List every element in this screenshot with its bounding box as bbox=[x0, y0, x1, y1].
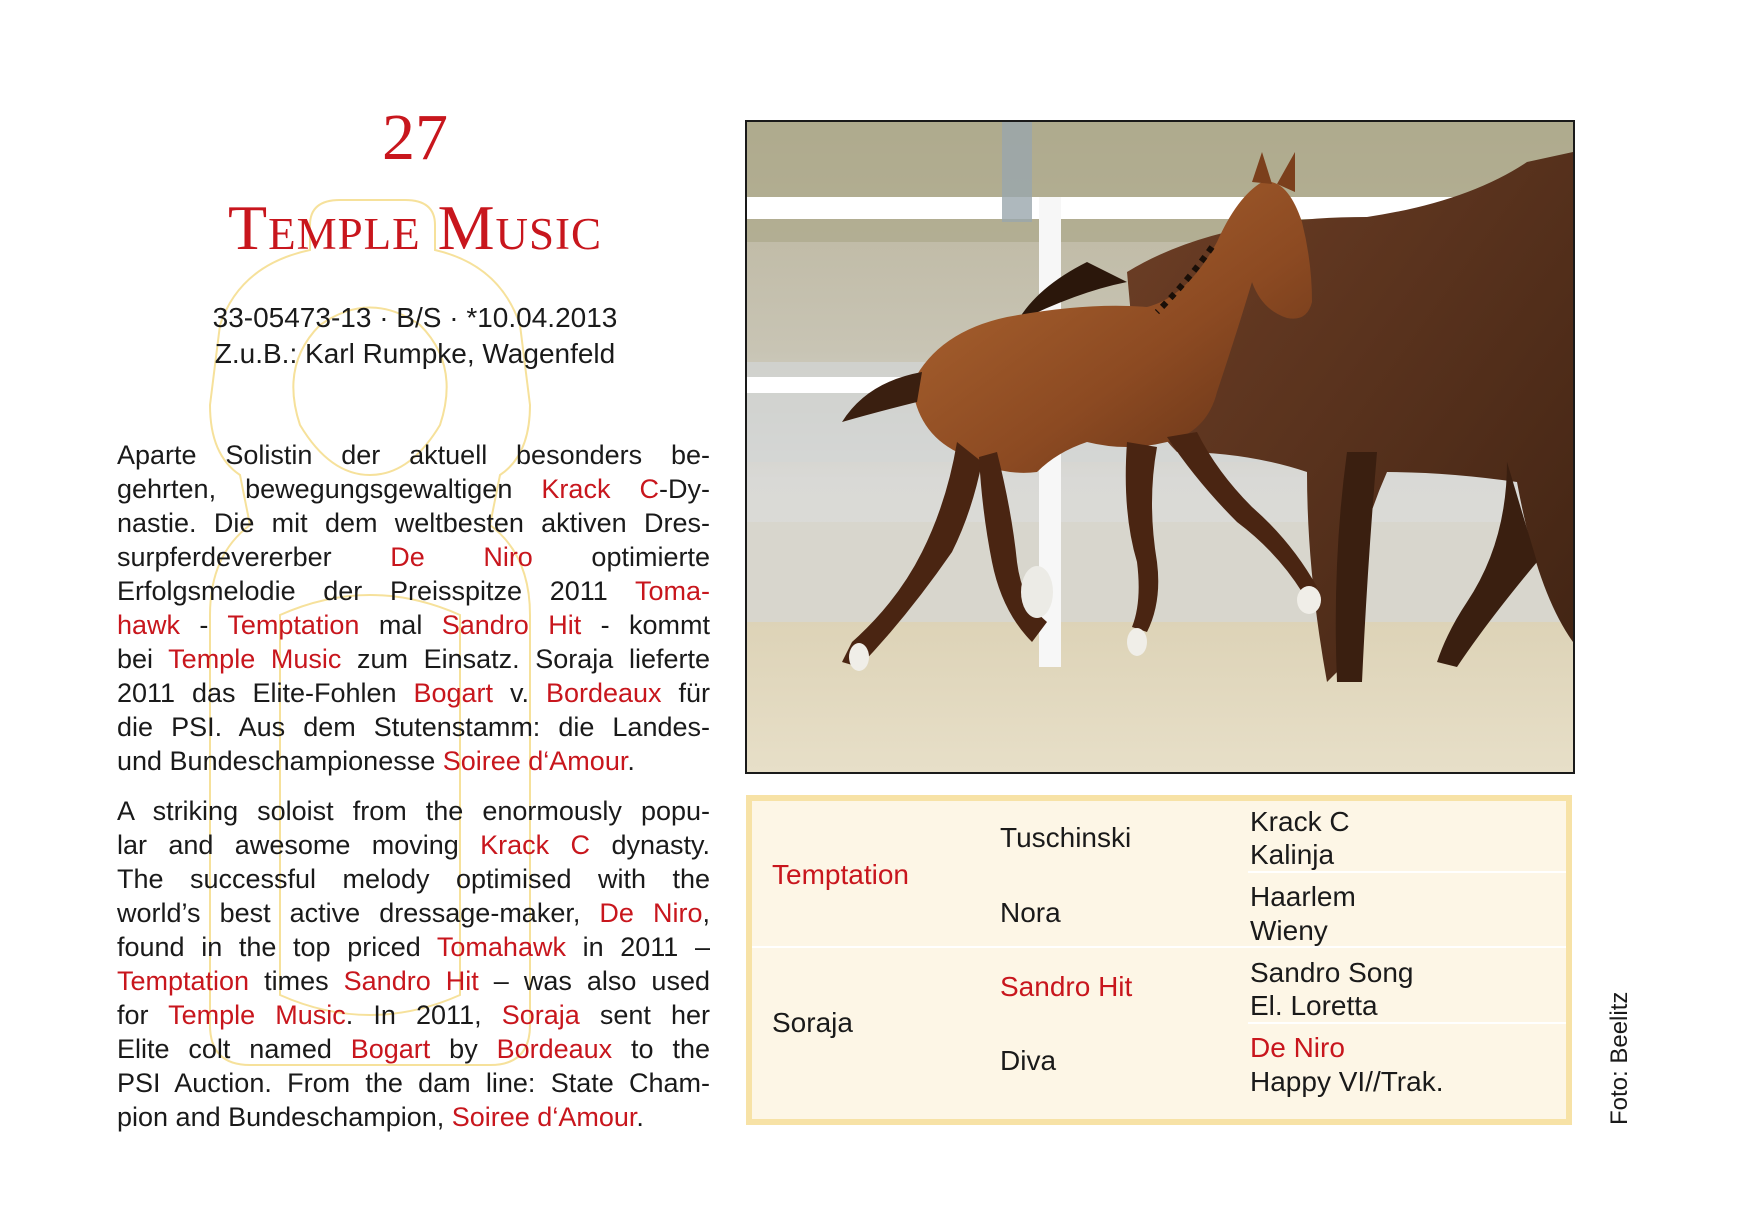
horse-name-highlight: Temptation bbox=[117, 966, 250, 996]
paragraph-line bbox=[117, 540, 710, 574]
text-run: for bbox=[117, 1000, 169, 1030]
text-run: - kommt bbox=[581, 610, 710, 640]
text-run: v. bbox=[493, 678, 546, 708]
pedigree-ggp-7: De Niro bbox=[1250, 1032, 1345, 1063]
text-run: zum Einsatz. Soraja lieferte bbox=[341, 644, 710, 674]
text-run: . bbox=[636, 1102, 644, 1132]
pedigree-sire-dam: Nora bbox=[1000, 897, 1061, 928]
paragraph-line bbox=[117, 676, 710, 710]
text-run: 2011 das Elite-Fohlen bbox=[117, 678, 414, 708]
breeder-line: Z.u.B.: Karl Rumpke, Wagenfeld bbox=[214, 338, 616, 369]
horse-name-highlight: Sandro Hit bbox=[441, 610, 582, 640]
paragraph-line bbox=[117, 438, 710, 472]
text-run: times bbox=[249, 966, 344, 996]
text-run: . bbox=[627, 746, 635, 776]
paragraph-line bbox=[117, 1066, 710, 1100]
description-german bbox=[117, 438, 710, 778]
paragraph-line bbox=[117, 506, 710, 540]
text-run: gehrten, bewegungsgewaltigen bbox=[117, 474, 542, 504]
text-run: lar and awesome moving bbox=[117, 830, 481, 860]
paragraph-line bbox=[117, 930, 710, 964]
text-run: dynasty. bbox=[590, 830, 710, 860]
text-run: - bbox=[180, 610, 228, 640]
text-run: mal bbox=[359, 610, 442, 640]
paragraph-line bbox=[117, 896, 710, 930]
paragraph-line bbox=[117, 828, 710, 862]
text-run: surpferdevererber bbox=[117, 542, 391, 572]
horse-name-highlight: Krack C bbox=[480, 830, 591, 860]
text-run: PSI Auction. From the dam line: State Cham- bbox=[117, 1068, 710, 1098]
horse-name-highlight: Bordeaux bbox=[496, 1034, 613, 1064]
horse-name-highlight: De Niro bbox=[599, 898, 703, 928]
pedigree-sire-sire: Tuschinski bbox=[1000, 822, 1132, 853]
horse-name-highlight: Bogart bbox=[350, 1034, 431, 1064]
text-run: -Dy- bbox=[659, 474, 710, 504]
text-run: , bbox=[702, 898, 710, 928]
text-run: pion and Bundeschampion, bbox=[117, 1102, 452, 1132]
horse-name-highlight: Sandro Hit bbox=[343, 966, 479, 996]
paragraph-line bbox=[117, 794, 710, 828]
text-run: A striking soloist from the enormously popu- bbox=[117, 796, 710, 826]
lot-number: 27 bbox=[382, 101, 448, 174]
paragraph-line bbox=[117, 998, 710, 1032]
photo-credit: Foto: Beelitz bbox=[1606, 991, 1633, 1125]
horse-name-highlight: Bogart bbox=[413, 678, 494, 708]
paragraph-line bbox=[117, 472, 710, 506]
text-run: world’s best active dressage-maker, bbox=[117, 898, 600, 928]
pedigree-ggp-5: Sandro Song bbox=[1250, 957, 1414, 988]
description-english bbox=[117, 794, 710, 1134]
paragraph-line bbox=[117, 574, 710, 608]
pedigree-ggp-1: Krack C bbox=[1250, 806, 1350, 837]
paragraph-line bbox=[117, 642, 710, 676]
text-run: by bbox=[430, 1034, 497, 1064]
pedigree-ggp-6: El. Loretta bbox=[1250, 990, 1378, 1021]
horse-name-highlight: Temptation bbox=[227, 610, 360, 640]
horse-name-highlight: Krack C bbox=[541, 474, 660, 504]
text-run: The successful melody optimised with the bbox=[117, 864, 710, 894]
pedigree-divider bbox=[752, 946, 1566, 948]
paragraph-line bbox=[117, 862, 710, 896]
text-run: in 2011 – bbox=[565, 932, 710, 962]
text-run: – was also used bbox=[478, 966, 710, 996]
paragraph-line bbox=[117, 710, 710, 744]
text-run: to the bbox=[612, 1034, 710, 1064]
registration-line: 33-05473-13 · B/S · *10.04.2013 bbox=[212, 302, 618, 333]
pedigree-ggp-8: Happy VI//Trak. bbox=[1250, 1066, 1444, 1097]
text-run: und Bundeschampionesse bbox=[117, 746, 443, 776]
horse-name-highlight: Bordeaux bbox=[545, 678, 662, 708]
pedigree-ggp-2: Kalinja bbox=[1250, 839, 1335, 870]
text-run: found in the top priced bbox=[117, 932, 437, 962]
text-run: Elite colt named bbox=[117, 1034, 351, 1064]
horse-name-highlight: Temple Music bbox=[168, 1000, 346, 1030]
text-run: für bbox=[661, 678, 710, 708]
text-run: die PSI. Aus dem Stutenstamm: die Landes- bbox=[117, 712, 710, 742]
horse-name-highlight: Temple Music bbox=[168, 644, 342, 674]
pedigree-dam-sire: Sandro Hit bbox=[1000, 971, 1133, 1002]
paragraph-line bbox=[117, 1100, 710, 1134]
text-run: Erfolgsmelodie der Preisspitze 2011 bbox=[117, 576, 635, 606]
horse-name-highlight: Soraja bbox=[501, 1000, 580, 1030]
horse-photo bbox=[745, 120, 1575, 774]
text-run: bei bbox=[117, 644, 169, 674]
horse-name-highlight: Soiree d‘Amour bbox=[451, 1102, 637, 1132]
horse-name-highlight: Tomahawk bbox=[436, 932, 566, 962]
paragraph-line bbox=[117, 964, 710, 998]
horse-name-highlight: Toma- bbox=[634, 576, 710, 606]
pedigree-ggp-4: Wieny bbox=[1250, 915, 1328, 946]
text-run: . In 2011, bbox=[345, 1000, 502, 1030]
paragraph-line bbox=[117, 1032, 710, 1066]
paragraph-line bbox=[117, 744, 710, 778]
horse-name-highlight: hawk bbox=[117, 610, 181, 640]
text-run: nastie. Die mit dem weltbesten aktiven Dres- bbox=[117, 508, 710, 538]
pedigree-ggp-3: Haarlem bbox=[1250, 881, 1356, 912]
pedigree-table bbox=[746, 795, 1572, 1125]
horse-name-highlight: De Niro bbox=[390, 542, 533, 572]
pedigree-dam: Soraja bbox=[772, 1007, 853, 1038]
text-run: optimierte bbox=[532, 542, 710, 572]
pedigree-sire: Temptation bbox=[772, 859, 909, 890]
horse-name-highlight: Soiree d‘Amour bbox=[442, 746, 628, 776]
pedigree-dam-dam: Diva bbox=[1000, 1045, 1057, 1076]
paragraph-line bbox=[117, 608, 710, 642]
text-run: sent her bbox=[579, 1000, 711, 1030]
horse-name: Temple Music bbox=[227, 192, 603, 263]
text-run: Aparte Solistin der aktuell besonders be- bbox=[117, 440, 710, 470]
